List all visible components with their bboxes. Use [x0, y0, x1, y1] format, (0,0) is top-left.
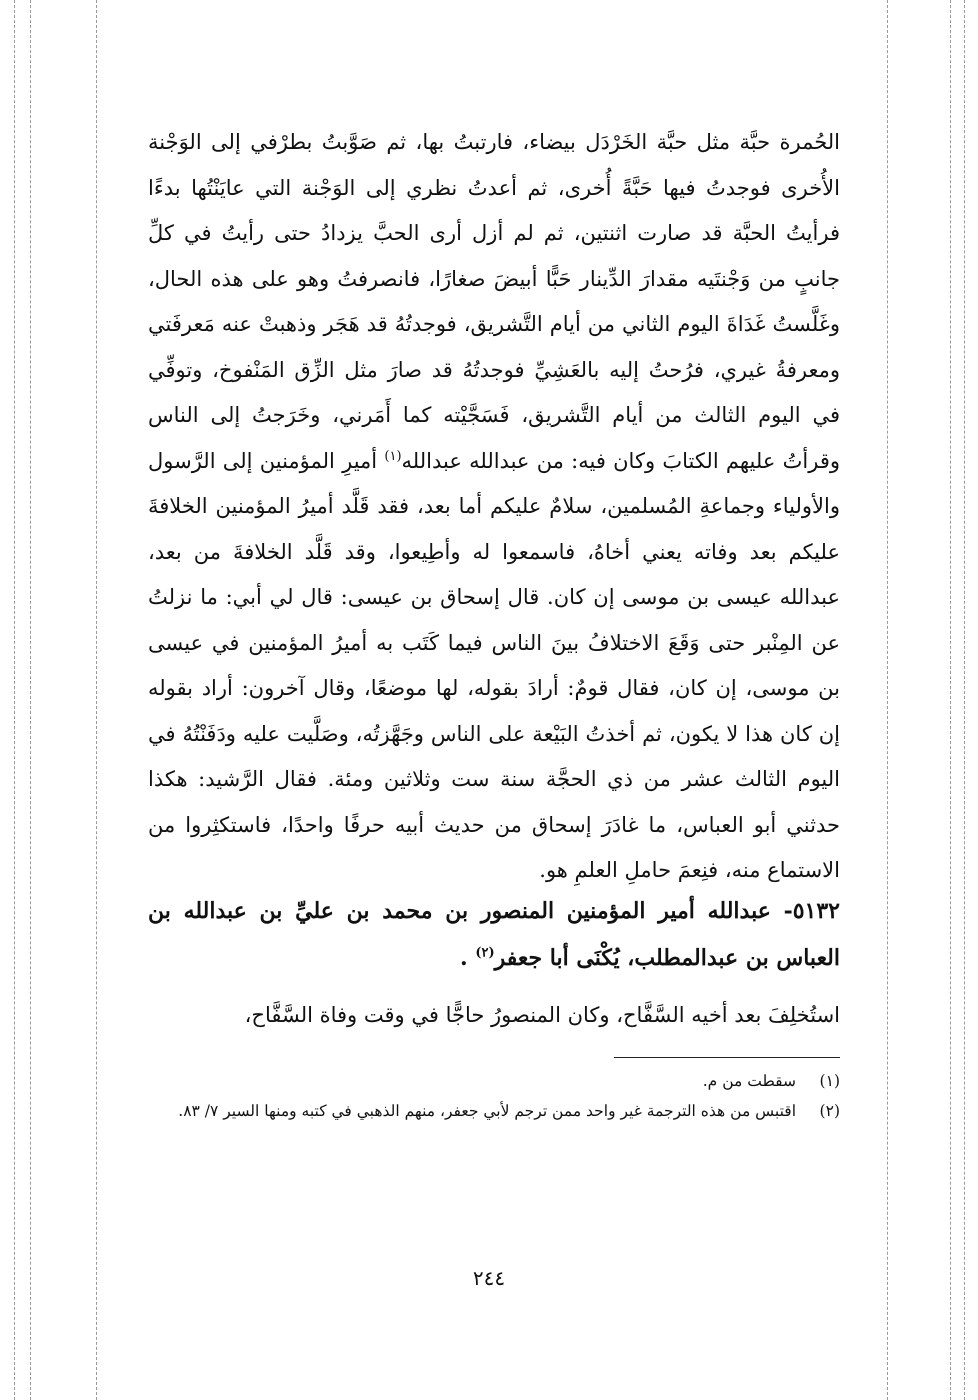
footnote	[148, 1096, 840, 1126]
paragraph-text-continued: أميرِ المؤمنين إلى الرَّسول والأولياء وجماعةِ المُسلمين، سلامٌ عليكم أما بعد، فقد قَلَّد أميرُ المؤمنين الخلافةَ عليكم بعد وفاته يعني أخاهُ، فاسمعوا له وأطِيعوا، وقد قَلَّد الخلافةَ من بعد، عبدالله عيسى بن موسى إن كان. قال إسحاق بن عيسى: قال لي أبي: ما نزلتُ عن المِنْبر حتى وَقَعَ الاختلافُ بينَ الناس فيما كَتَب به أميرُ المؤمنين في عيسى بن موسى، إن كان، فقال قومٌ: أرادَ بقوله، لها موضعًا، وقال آخرون: أراد بقوله إن كان هذا لا يكون، ثم أخذتُ البَيْعة على الناس وجَهَّزتُه، وصَلَّيت عليه ودَفَنْتُهُ في اليوم الثالث عشر من ذي الحجَّة سنة ست وثلاثين ومئة. فقال الرَّشيد: هكذا حدثني أبو العباس، ما غادَرَ إسحاق من حديث أبيه حرفًا واحدًا، فاستكثِروا من الاستماع منه، فنِعمَ حاملِ العلمِ هو.	[148, 448, 840, 882]
scan-guide-line	[14, 0, 15, 1400]
entry-number: ٥١٣٢-	[783, 898, 840, 924]
main-paragraph	[148, 120, 840, 894]
footnotes	[148, 1066, 840, 1126]
footnote-ref-2: (٢)	[475, 945, 495, 961]
entry-end: .	[460, 945, 468, 971]
entry-title: عبدالله أمير المؤمنين المنصور بن محمد بن عليِّ بن عبدالله بن العباس بن عبدالمطلب، يُكْنَى أبا جعفر	[148, 898, 840, 971]
footnote	[148, 1066, 840, 1096]
scan-guide-line	[950, 0, 951, 1400]
entry-paragraph: استُخلِفَ بعد أخيه السَّفَّاح، وكان المنصورُ حاجًّا في وقت وفاة السَّفَّاح،	[244, 1003, 840, 1027]
footnote-text: سقطت من م.	[702, 1072, 796, 1090]
scan-guide-line	[30, 0, 31, 1400]
entry-heading	[148, 888, 840, 982]
footnote-ref-1: (١)	[384, 448, 402, 464]
page-number: ٢٤٤	[472, 1266, 506, 1290]
scan-guide-line	[964, 0, 965, 1400]
footnote-text: اقتبس من هذه الترجمة غير واحد ممن ترجم لأبي جعفر، منهم الذهبي في كتبه ومنها السير ٧/ ٨٣.	[178, 1102, 796, 1120]
footnote-number: (١)	[819, 1072, 840, 1090]
footnote-number: (٢)	[819, 1102, 840, 1120]
scan-guide-line	[96, 0, 97, 1400]
scan-guide-line	[887, 0, 888, 1400]
paragraph-text: الحُمرة حبَّة مثل حبَّة الخَرْدَل بيضاء، فارتبتُ بها، ثم صَوَّبتُ بطرْفي إلى الوَجْنة الأُخرى فوجدتُ فيها حَبَّةً أُخرى، ثم أعدتُ نظري إلى الوَجْنة التي عايَنْتُها بدءًا فرأيتُ الحبَّة قد صارت اثنتين، ثم لم أزل أرى الحبَّ يزدادُ حتى رأيتُ في كلِّ جانبٍ من وَجْنتَيه مقدارَ الدِّينار حَبًّا أبيضَ صغارًا، فانصرفتُ وهو على هذه الحال، وغَلَّستُ غَدَاةَ اليوم الثاني من أيام التَّشريق، فوجدتُهُ قد هَجَر وذهبتْ عنه مَعرفَتي ومعرفةُ غيري، فرُحتُ إليه بالعَشِيِّ فوجدتُهُ قد صارَ مثل الزِّق المَنْفوخ، وتوفِّي في اليوم الثالث من أيام التَّشريق، فَسَجَّيْته كما أَمَرني، وخَرَجتُ إلى الناس وقرأتُ عليهم الكتابَ وكان فيه: من عبدالله عبدالله	[148, 130, 840, 473]
footnote-separator	[614, 1057, 840, 1058]
